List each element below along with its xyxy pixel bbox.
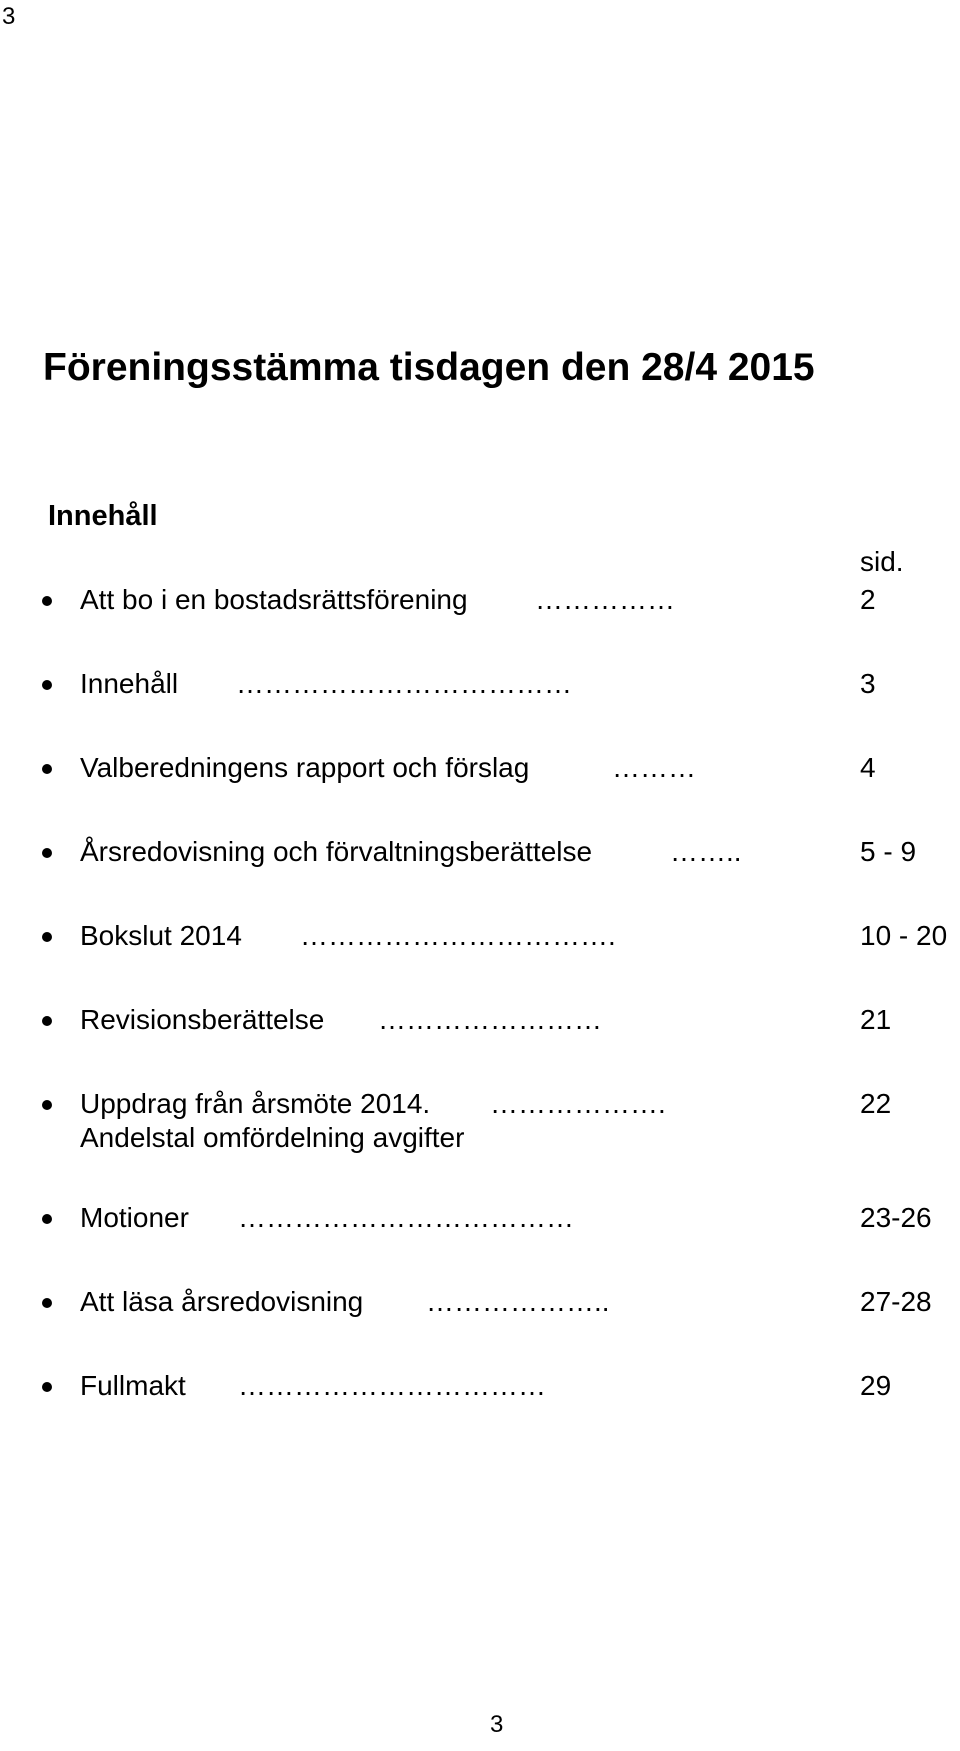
toc-item-leader: …………… bbox=[535, 584, 675, 615]
toc-item-leader: ……………….. bbox=[426, 1286, 610, 1317]
toc-item-leader: ……………………………. bbox=[300, 920, 616, 951]
bullet-icon bbox=[42, 1298, 52, 1308]
toc-item-leader: …………………… bbox=[378, 1004, 602, 1035]
toc-item-page: 2 bbox=[860, 584, 876, 615]
toc-item bbox=[0, 1200, 960, 1236]
toc-item-label: Uppdrag från årsmöte 2014. bbox=[80, 1088, 431, 1119]
toc-item bbox=[0, 918, 960, 954]
toc-item-leader: ……… bbox=[612, 752, 696, 783]
toc-item bbox=[0, 1368, 960, 1404]
toc-item-page: 27-28 bbox=[860, 1286, 932, 1317]
page-number-top: 3 bbox=[2, 3, 16, 30]
toc-item-label: Revisionsberättelse bbox=[80, 1004, 325, 1035]
toc-item-label: Årsredovisning och förvaltningsberättelse bbox=[80, 836, 593, 867]
toc-item-leader: ……………………………… bbox=[236, 668, 572, 699]
toc-item-leader: ………………. bbox=[490, 1088, 666, 1119]
toc-item bbox=[0, 1284, 960, 1320]
toc-item bbox=[0, 1086, 960, 1158]
toc-item-page: 22 bbox=[860, 1088, 892, 1119]
toc-item-page: 3 bbox=[860, 668, 876, 699]
toc-item-leader: …….. bbox=[670, 836, 742, 867]
toc-item bbox=[0, 750, 960, 786]
bullet-icon bbox=[42, 932, 52, 942]
toc-item-page: 29 bbox=[860, 1370, 892, 1401]
toc-item-label: Bokslut 2014 bbox=[80, 920, 242, 951]
toc-heading: Innehåll bbox=[48, 500, 158, 532]
toc-item bbox=[0, 582, 960, 618]
toc-item bbox=[0, 666, 960, 702]
page-number-footer: 3 bbox=[490, 1711, 504, 1738]
toc-item-leader: …………………………… bbox=[238, 1370, 546, 1401]
bullet-icon bbox=[42, 848, 52, 858]
toc-item-label-continuation: Andelstal omfördelning avgifter bbox=[80, 1122, 465, 1153]
toc-item-label: Valberedningens rapport och förslag bbox=[80, 752, 530, 783]
toc-item-page: 5 - 9 bbox=[860, 836, 917, 867]
page-column-label: sid. bbox=[860, 546, 904, 577]
bullet-icon bbox=[42, 1382, 52, 1392]
toc-item-leader: ……………………………… bbox=[238, 1202, 574, 1233]
toc-item-page: 21 bbox=[860, 1004, 892, 1035]
toc-item-label: Motioner bbox=[80, 1202, 189, 1233]
toc-item bbox=[0, 1002, 960, 1038]
toc-item-label: Att läsa årsredovisning bbox=[80, 1286, 364, 1317]
bullet-icon bbox=[42, 680, 52, 690]
toc-item bbox=[0, 834, 960, 870]
bullet-icon bbox=[42, 764, 52, 774]
document-title: Föreningsstämma tisdagen den 28/4 2015 bbox=[43, 346, 815, 389]
bullet-icon bbox=[42, 1214, 52, 1224]
bullet-icon bbox=[42, 1100, 52, 1110]
bullet-icon bbox=[42, 596, 52, 606]
toc-item-label: Att bo i en bostadsrättsförening bbox=[80, 584, 468, 615]
toc-item-page: 23-26 bbox=[860, 1202, 932, 1233]
toc-item-page: 4 bbox=[860, 752, 876, 783]
toc-item-page: 10 - 20 bbox=[860, 920, 948, 951]
toc-item-label: Innehåll bbox=[80, 668, 179, 699]
toc-item-label: Fullmakt bbox=[80, 1370, 186, 1401]
bullet-icon bbox=[42, 1016, 52, 1026]
